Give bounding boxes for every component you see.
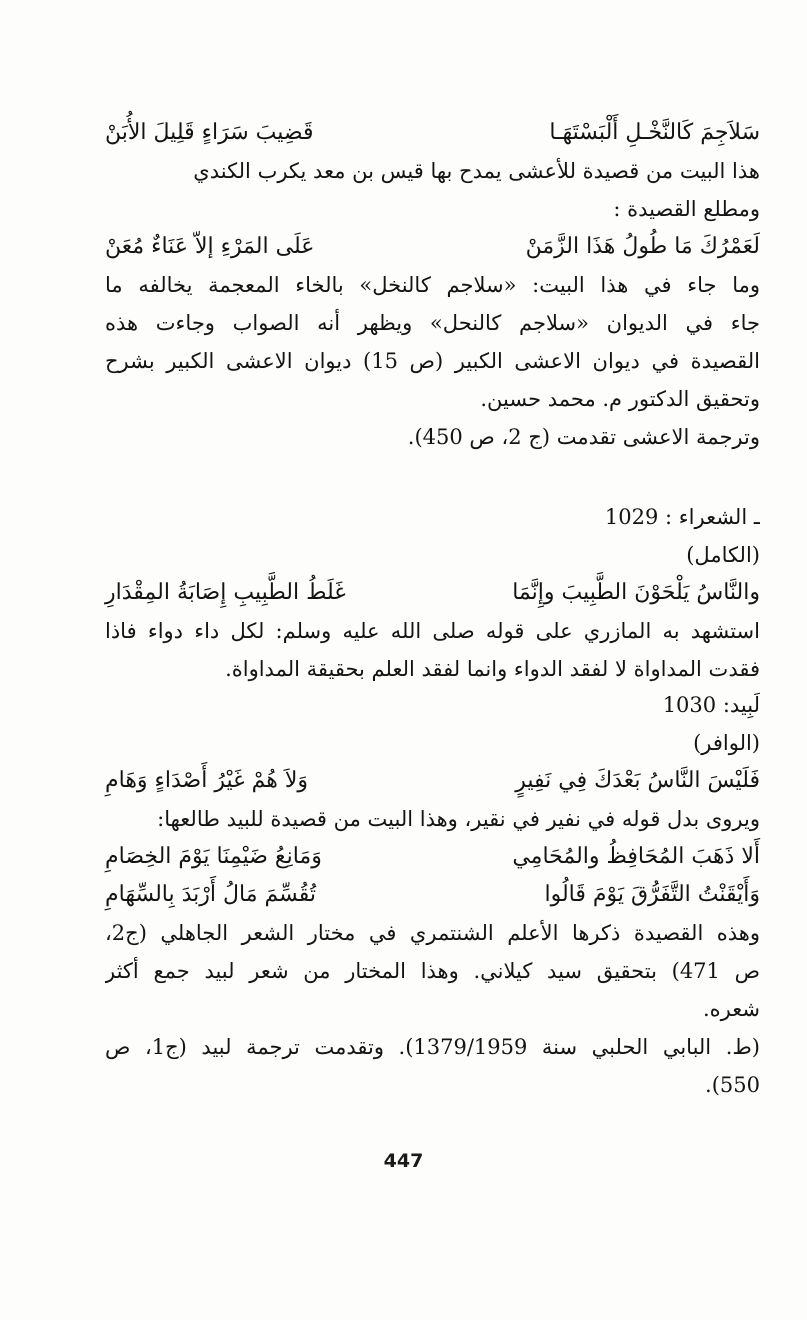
entry-1030 [105,686,760,1104]
meter-label: (الوافر) [693,731,760,755]
verse-first-hemistich: لَعَمْرُكَ مَا طُولُ هَذَا الزَّمَنْ [525,234,760,259]
verse-first-hemistich: فَلَيْسَ النَّاسُ بَعْدَكَ فِي نَفِيرٍ [515,768,760,793]
body-line: (ط. البابي الحلبي سنة 1379/1959). وتقدمت ترجمة لبيد (ج1، ص [105,1035,760,1059]
body-line: وترجمة الاعشى تقدمت (ج 2، ص 450). [407,425,760,449]
body-line: جاء في الديوان «سلاجم كالنحل» ويظهر أنه الصواب وجاءت هذه [105,311,760,335]
body-line: 550). [705,1073,760,1097]
verse-line [105,876,760,914]
verse-line [105,114,760,152]
verse-line [105,574,760,612]
meter-label: (الكامل) [686,543,760,567]
verse-line [105,762,760,800]
verse-first-hemistich: والنَّاسُ يَلْحَوْنَ الطَّبِيبَ وإِنَّمَا [512,580,760,605]
body-line: ص 471) بتحقيق سيد كيلاني. وهذا المختار من شعر لبيد جمع أكثر [105,959,760,983]
verse-first-hemistich: أَلا ذَهَبَ المُحَافِظُ والمُحَامِي [512,844,760,869]
body-line: فقدت المداواة لا لفقد الدواء وانما لفقد العلم بحقيقة المداواة. [225,657,760,681]
verse-second-hemistich: وَلاَ هُمْ غَيْرُ أَصْدَاءٍ وَهَامِ [105,768,309,793]
body-line: هذا البيت من قصيدة للأعشى يمدح بها قيس بن معد يكرب الكندي [193,159,760,183]
body-line: وهذه القصيدة ذكرها الأعلم الشنتمري في مختار الشعر الجاهلي (ج2، [105,921,760,945]
verse-line [105,838,760,876]
verse-second-hemistich: غَلَطُ الطَّبِيبِ إِصَابَةُ المِقْدَارِ [105,580,346,605]
entry-alasha [105,114,760,456]
verse-second-hemistich: عَلَى المَرْءِ إلاّ عَنَاءٌ مُعَنْ [105,234,315,259]
body-line: استشهد به المازري على قوله صلى الله عليه وسلم: لكل داء دواء فاذا [105,619,760,643]
body-line: القصيدة في ديوان الاعشى الكبير (ص 15) ديوان الاعشى الكبير بشرح [105,349,760,373]
verse-line [105,228,760,266]
body-line: ويروى بدل قوله في نفير في نقير، وهذا البيت من قصيدة للبيد طالعها: [157,807,760,831]
body-line: شعره. [703,997,760,1021]
body-line: وما جاء في هذا البيت: «سلاجم كالنخل» بالخاء المعجمة يخالفه ما [105,273,760,297]
entry-heading: لَبِيد: 1030 [662,693,760,717]
body-line: ومطلع القصيدة : [613,197,760,221]
entry-heading: ـ الشعراء : 1029 [604,505,760,529]
verse-second-hemistich: وَمَانِعُ ضَيْمِنَا يَوْمَ الخِصَامِ [105,844,322,869]
verse-second-hemistich: قَضِيبَ سَرَاءٍ قَلِيلَ الأُبَنْ [105,120,314,145]
entry-1029 [105,498,760,688]
verse-first-hemistich: سَلاَجِمَ كَالنَّخْـلِ أَلْبَسْتَهَـا [549,120,760,145]
verse-first-hemistich: وَأَيْقَنْتُ التَّفَرُّقَ يَوْمَ قَالُوا [544,882,760,907]
verse-second-hemistich: تُقُسِّمَ مَالُ أَرْبَدَ بِالسِّهَامِ [105,882,316,907]
page-number: 447 [383,1150,424,1172]
body-line: وتحقيق الدكتور م. محمد حسين. [480,387,760,411]
